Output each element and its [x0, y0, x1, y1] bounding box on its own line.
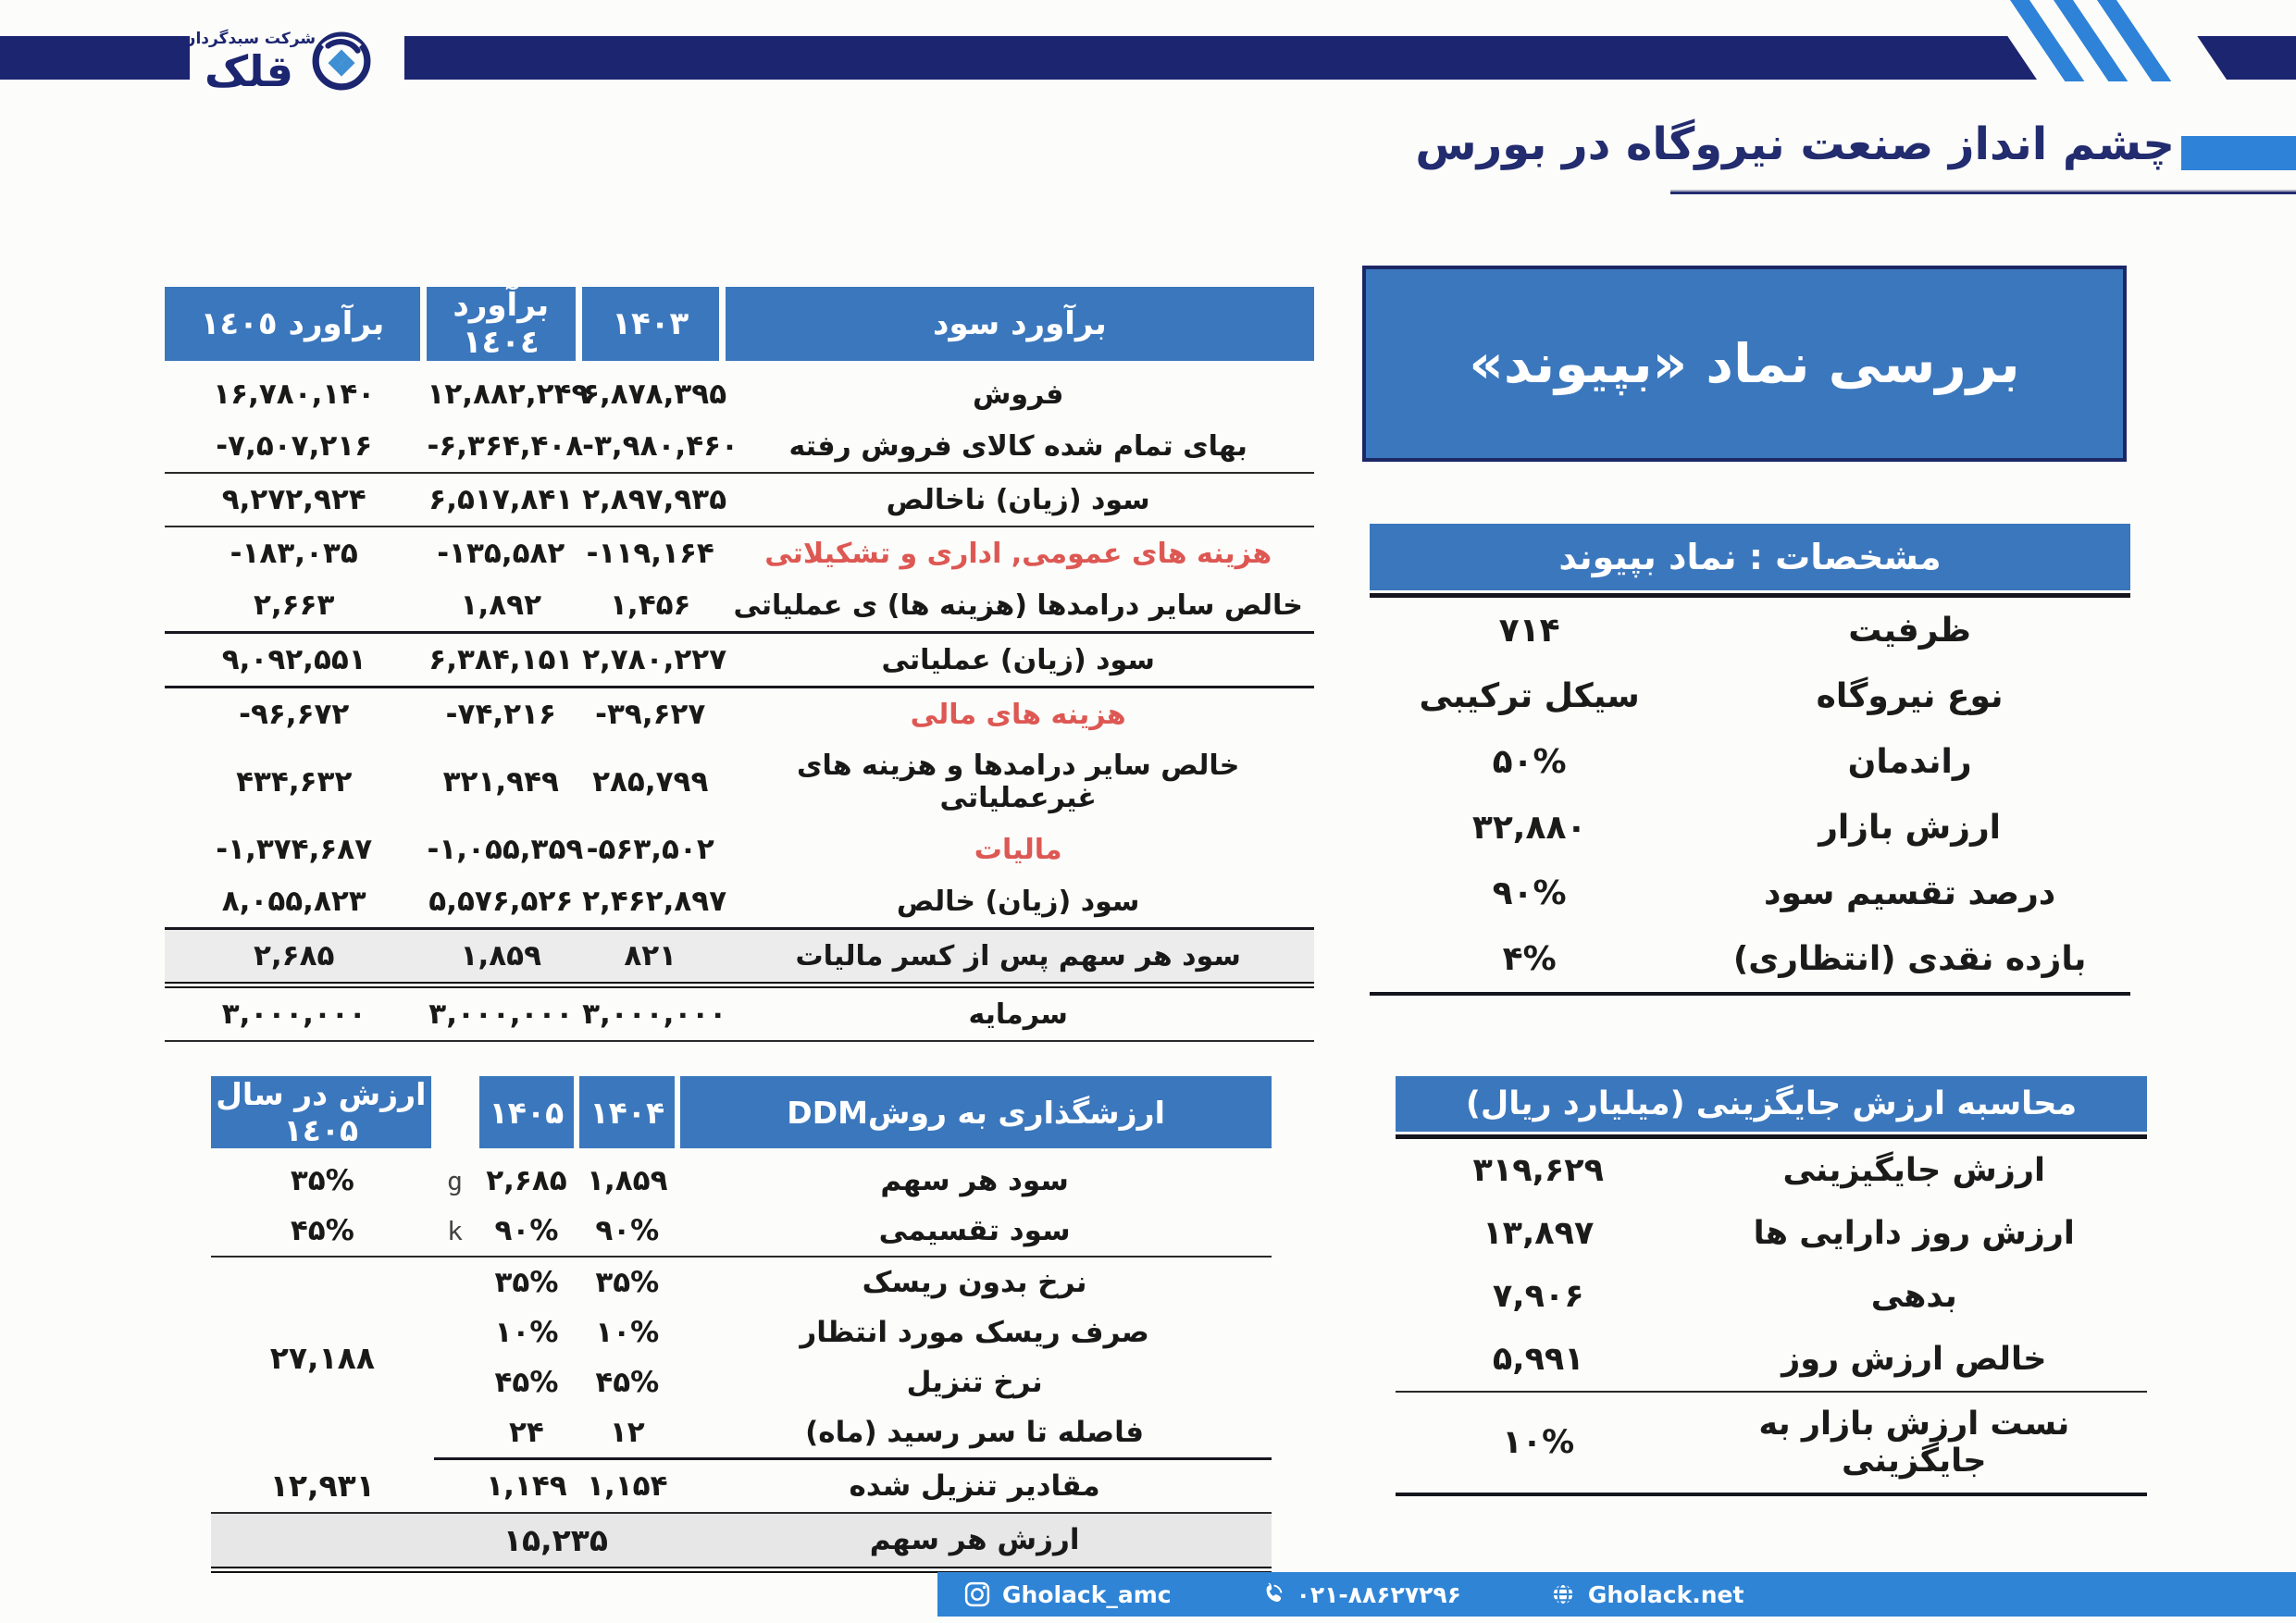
cell-1404: ۱,۸۵۹	[423, 929, 578, 985]
spec-value: ۴%	[1502, 940, 1557, 978]
row-label: مقادیر تنزیل شده	[677, 1459, 1272, 1513]
cell-1405: -۹۶,۶۷۲	[239, 698, 350, 731]
cell-1405: ۲۴	[477, 1407, 577, 1459]
table-row	[1370, 861, 2130, 926]
instagram-handle[interactable]	[963, 1580, 1172, 1608]
growth-symbol: g	[447, 1165, 464, 1196]
column-header-1405: برآورد ١٤٠٥	[165, 287, 423, 365]
table-row	[165, 420, 1314, 473]
spec-label: بازده نقدی (انتظاری)	[1732, 940, 2087, 978]
row-label: سود (زیان) ناخالص	[722, 473, 1314, 527]
phone-number-text: ۰۲۱-۸۸۶۲۷۲۹۶	[1296, 1580, 1461, 1608]
row-value: ۱۰%	[1502, 1424, 1575, 1461]
row-value: ۵,۹۹۱	[1396, 1328, 1682, 1392]
footer-contact-bar	[937, 1572, 2296, 1617]
row-label: هزینه های مالی	[910, 698, 1126, 731]
column-header-spacer	[434, 1076, 477, 1152]
empty-cell	[434, 1459, 477, 1513]
header-row	[165, 287, 1314, 365]
ddm-valuation-card	[211, 1076, 1272, 1573]
cell-1404: ۳۵%	[595, 1266, 660, 1299]
per-share-value: ۱۵,۲۳۵	[434, 1513, 678, 1570]
row-label: سود (زیان) خالص	[896, 885, 1140, 918]
column-header-1404: برآورد ١٤٠٤	[423, 287, 578, 365]
cell-1405: ۹,۲۷۲,۹۲۴	[165, 473, 423, 527]
row-label: نرخ بدون ریسک	[862, 1266, 1087, 1299]
terminal-value-cell: ۲۷,۱۸۸	[269, 1340, 375, 1377]
instagram-handle-text: Gholack_amc	[1002, 1580, 1172, 1608]
row-label: سود تقسیمی	[677, 1206, 1272, 1257]
column-header-1405: ۱۴۰۵	[477, 1076, 577, 1152]
table-row	[165, 365, 1314, 420]
empty-cell	[434, 1307, 477, 1357]
row-label: سود هر سهم	[880, 1164, 1069, 1197]
per-share-highlight-row	[211, 1513, 1272, 1570]
table-row	[165, 824, 1314, 875]
spec-value: ۳۲,۸۸۰	[1471, 809, 1587, 847]
spec-value: ۵۰%	[1492, 743, 1567, 781]
table-row	[1396, 1202, 2147, 1265]
cell-1404: ۱,۱۵۴	[577, 1459, 677, 1513]
cell-1405: -۱,۳۷۴,۶۸۷	[216, 833, 373, 866]
cell-value: ۴۵%	[211, 1206, 434, 1257]
cell-1404: ۴۵%	[595, 1366, 660, 1399]
table-row	[211, 1152, 1272, 1206]
website-link[interactable]	[1549, 1580, 1744, 1608]
table-row	[1370, 926, 2130, 994]
cell-1403: ۶,۸۷۸,۳۹۵	[582, 378, 727, 411]
cell-1405: ۲,۶۶۳	[165, 579, 423, 633]
discount-symbol: k	[434, 1206, 477, 1257]
cell-1403: ۲,۴۶۲,۸۹۷	[582, 885, 727, 918]
table-row	[211, 1459, 1272, 1513]
cell-1403: -۱۱۹,۱۶۴	[586, 537, 714, 570]
row-label: خالص سایر درامدها (هزینه ها) ی عملیاتی	[722, 579, 1314, 633]
cell-1405: ۸,۰۵۵,۸۲۳	[221, 885, 366, 918]
cell-value: ۳۵%	[290, 1164, 354, 1197]
table-row	[165, 527, 1314, 579]
table-row	[165, 579, 1314, 633]
website-text: Gholack.net	[1587, 1580, 1744, 1608]
specs-card	[1370, 524, 2130, 996]
cell-1403: ۱,۴۵۶	[578, 579, 722, 633]
cell-1404: ۱۰%	[595, 1316, 660, 1349]
title-underline	[1670, 190, 2296, 194]
cell-1405: ۴۳۴,۶۳۲	[236, 765, 353, 799]
row-label: نرخ تنزیل	[906, 1366, 1043, 1399]
table-row	[1396, 1392, 2147, 1494]
row-label: خالص سایر درامدها و هزینه های غیرعملیاتی	[797, 750, 1240, 814]
cell-1404: ۱,۸۹۲	[423, 579, 578, 633]
cell-1405: ۱۶,۷۸۰,۱۴۰	[213, 378, 376, 411]
ddm-valuation-table	[211, 1076, 1272, 1573]
page-title: چشم انداز صنعت نیروگاه در بورس	[1415, 118, 2175, 170]
table-row	[1396, 1139, 2147, 1202]
spec-value: ۹۰%	[1492, 874, 1567, 912]
cell-1405: ۱,۱۴۹	[477, 1459, 577, 1513]
table-row	[165, 985, 1314, 1042]
table-row	[165, 740, 1314, 824]
table-row	[211, 1257, 1272, 1307]
column-header-value-1405: ارزش در سال ١٤٠۵	[211, 1076, 434, 1152]
cell-1405: ۳,۰۰۰,۰۰۰	[165, 985, 423, 1042]
cell-1404: ۱۲	[577, 1407, 677, 1459]
title-accent-rect	[2181, 136, 2296, 170]
column-header-1403: ۱۴۰۳	[578, 287, 722, 365]
table-row	[1396, 1265, 2147, 1328]
cell-1404: -۷۴,۲۱۶	[445, 698, 556, 731]
row-value: ۳۱۹,۶۲۹	[1472, 1152, 1605, 1189]
row-label: سرمایه	[722, 985, 1314, 1042]
phone-contact[interactable]	[1260, 1581, 1461, 1608]
cell-1404: ۳,۰۰۰,۰۰۰	[423, 985, 578, 1042]
spec-label: درصد تقسیم سود	[1763, 874, 2056, 912]
column-header-1404: ۱۴۰۴	[577, 1076, 677, 1152]
cell-1405: -۱۸۳,۰۳۵	[230, 537, 358, 570]
row-label: صرف ریسک مورد انتظار	[800, 1316, 1149, 1349]
cell-1403: ۲,۸۹۷,۹۳۵	[578, 473, 722, 527]
symbol-banner	[1362, 266, 2127, 462]
spec-label: ظرفیت	[1848, 612, 1971, 650]
cell-1404: ۵,۵۷۶,۵۲۶	[428, 885, 574, 918]
cell-1404: ۶,۵۱۷,۸۴۱	[423, 473, 578, 527]
table-row	[1370, 598, 2130, 663]
empty-cell	[434, 1357, 477, 1407]
cell-1404: -۱,۰۵۵,۳۵۹	[427, 833, 584, 866]
profit-estimate-card	[165, 287, 1314, 1042]
cell-1405: ۹,۰۹۲,۵۵۱	[165, 633, 423, 688]
table-row	[165, 875, 1314, 929]
table-row	[1370, 795, 2130, 861]
symbol-banner-text: بررسی نماد «بپیوند»	[1469, 332, 2020, 395]
table-row	[165, 688, 1314, 741]
row-label: هزینه های عمومی, اداری و تشکیلاتی	[764, 537, 1272, 570]
eps-highlight-row	[165, 929, 1314, 985]
row-label: خالص ارزش روز	[1682, 1328, 2147, 1392]
cell-1403: ۸۲۱	[578, 929, 722, 985]
row-value: ۷,۹۰۶	[1492, 1278, 1584, 1315]
spec-label: ارزش بازار	[1818, 809, 2002, 847]
cell-1403: -۵۶۳,۵۰۲	[586, 833, 714, 866]
row-label: فروش	[973, 378, 1064, 411]
spec-label: راندمان	[1847, 743, 1972, 781]
cell-1403: -۳,۹۸۰,۴۶۰	[578, 420, 722, 473]
brand-name: قلک	[205, 46, 293, 96]
cell-1405: -۷,۵۰۷,۲۱۶	[165, 420, 423, 473]
cell-1404: -۱۳۵,۵۸۲	[437, 537, 565, 570]
cell-1405: ۹۰%	[477, 1206, 577, 1257]
phone-icon	[1260, 1581, 1285, 1607]
row-label: بدهی	[1870, 1278, 1957, 1315]
cell-1404: -۶,۳۶۴,۴۰۸	[423, 420, 578, 473]
row-label: ارزش روز دارایی ها	[1753, 1215, 2075, 1252]
row-value: ۱۳,۸۹۷	[1483, 1215, 1595, 1252]
column-header-label: برآورد سود	[722, 287, 1314, 365]
cell-1403: ۳,۰۰۰,۰۰۰	[578, 985, 722, 1042]
instagram-icon	[963, 1580, 991, 1608]
cell-value: ۱۲,۹۳۱	[211, 1459, 434, 1513]
row-label: ارزش جایگیزینی	[1782, 1152, 2046, 1189]
empty-cell	[434, 1257, 477, 1307]
cell-1404: ۶,۳۸۴,۱۵۱	[423, 633, 578, 688]
table-row	[1396, 1328, 2147, 1392]
brand-swirl-icon	[311, 31, 372, 92]
row-label: ارزش هر سهم	[677, 1513, 1272, 1570]
company-logo	[181, 26, 407, 96]
profit-estimate-table	[165, 287, 1314, 1042]
header-row	[211, 1076, 1272, 1152]
globe-icon	[1549, 1580, 1577, 1608]
replacement-value-card	[1396, 1076, 2147, 1496]
table-row	[211, 1206, 1272, 1257]
table-row	[165, 633, 1314, 688]
cell-1403: ۲۸۵,۷۹۹	[592, 765, 709, 799]
row-label: سود هر سهم پس از کسر مالیات	[722, 929, 1314, 985]
column-header-label: ارزشگذاری به روشDDM	[677, 1076, 1272, 1152]
company-name-line: شرکت سبدگردان	[181, 30, 316, 48]
cell-1405: ۳۵%	[494, 1266, 559, 1299]
specs-header: مشخصات : نماد بپیوند	[1370, 524, 2130, 590]
spec-value: سیکل ترکیبی	[1419, 677, 1640, 715]
cell-1403: -۳۹,۶۲۷	[595, 698, 706, 731]
row-label: مالیات	[974, 833, 1062, 866]
row-label: سود (زیان) عملیاتی	[722, 633, 1314, 688]
empty-cell	[211, 1513, 434, 1570]
row-label: بهای تمام شده کالای فروش رفته	[722, 420, 1314, 473]
cell-1405: ۲,۶۸۵	[165, 929, 423, 985]
cell-1405: ۴۵%	[494, 1366, 559, 1399]
spec-value: ۷۱۴	[1498, 612, 1560, 650]
cell-1405: ۱۰%	[494, 1316, 559, 1349]
cell-1404: ۱۲,۸۸۲,۲۴۹	[427, 378, 590, 411]
cell-1405: ۲,۶۸۵	[486, 1164, 567, 1197]
cell-1404: ۱,۸۵۹	[587, 1164, 668, 1197]
table-row	[1370, 729, 2130, 795]
replacement-table	[1396, 1139, 2147, 1496]
spec-label: نوع نیروگاه	[1816, 677, 2004, 715]
specs-table	[1370, 598, 2130, 996]
table-row	[165, 473, 1314, 527]
row-label: فاصله تا سر رسید (ماه)	[677, 1407, 1272, 1459]
row-label: نست ارزش بازار به جایگزینی	[1758, 1406, 2070, 1480]
cell-1403: ۲,۷۸۰,۲۲۷	[578, 633, 722, 688]
cell-1404: ۳۲۱,۹۴۹	[442, 765, 559, 799]
cell-1404: ۹۰%	[577, 1206, 677, 1257]
replacement-header: محاسبه ارزش جایگزینی (میلیارد ریال)	[1396, 1076, 2147, 1132]
empty-cell	[434, 1407, 477, 1459]
table-row	[1370, 663, 2130, 729]
